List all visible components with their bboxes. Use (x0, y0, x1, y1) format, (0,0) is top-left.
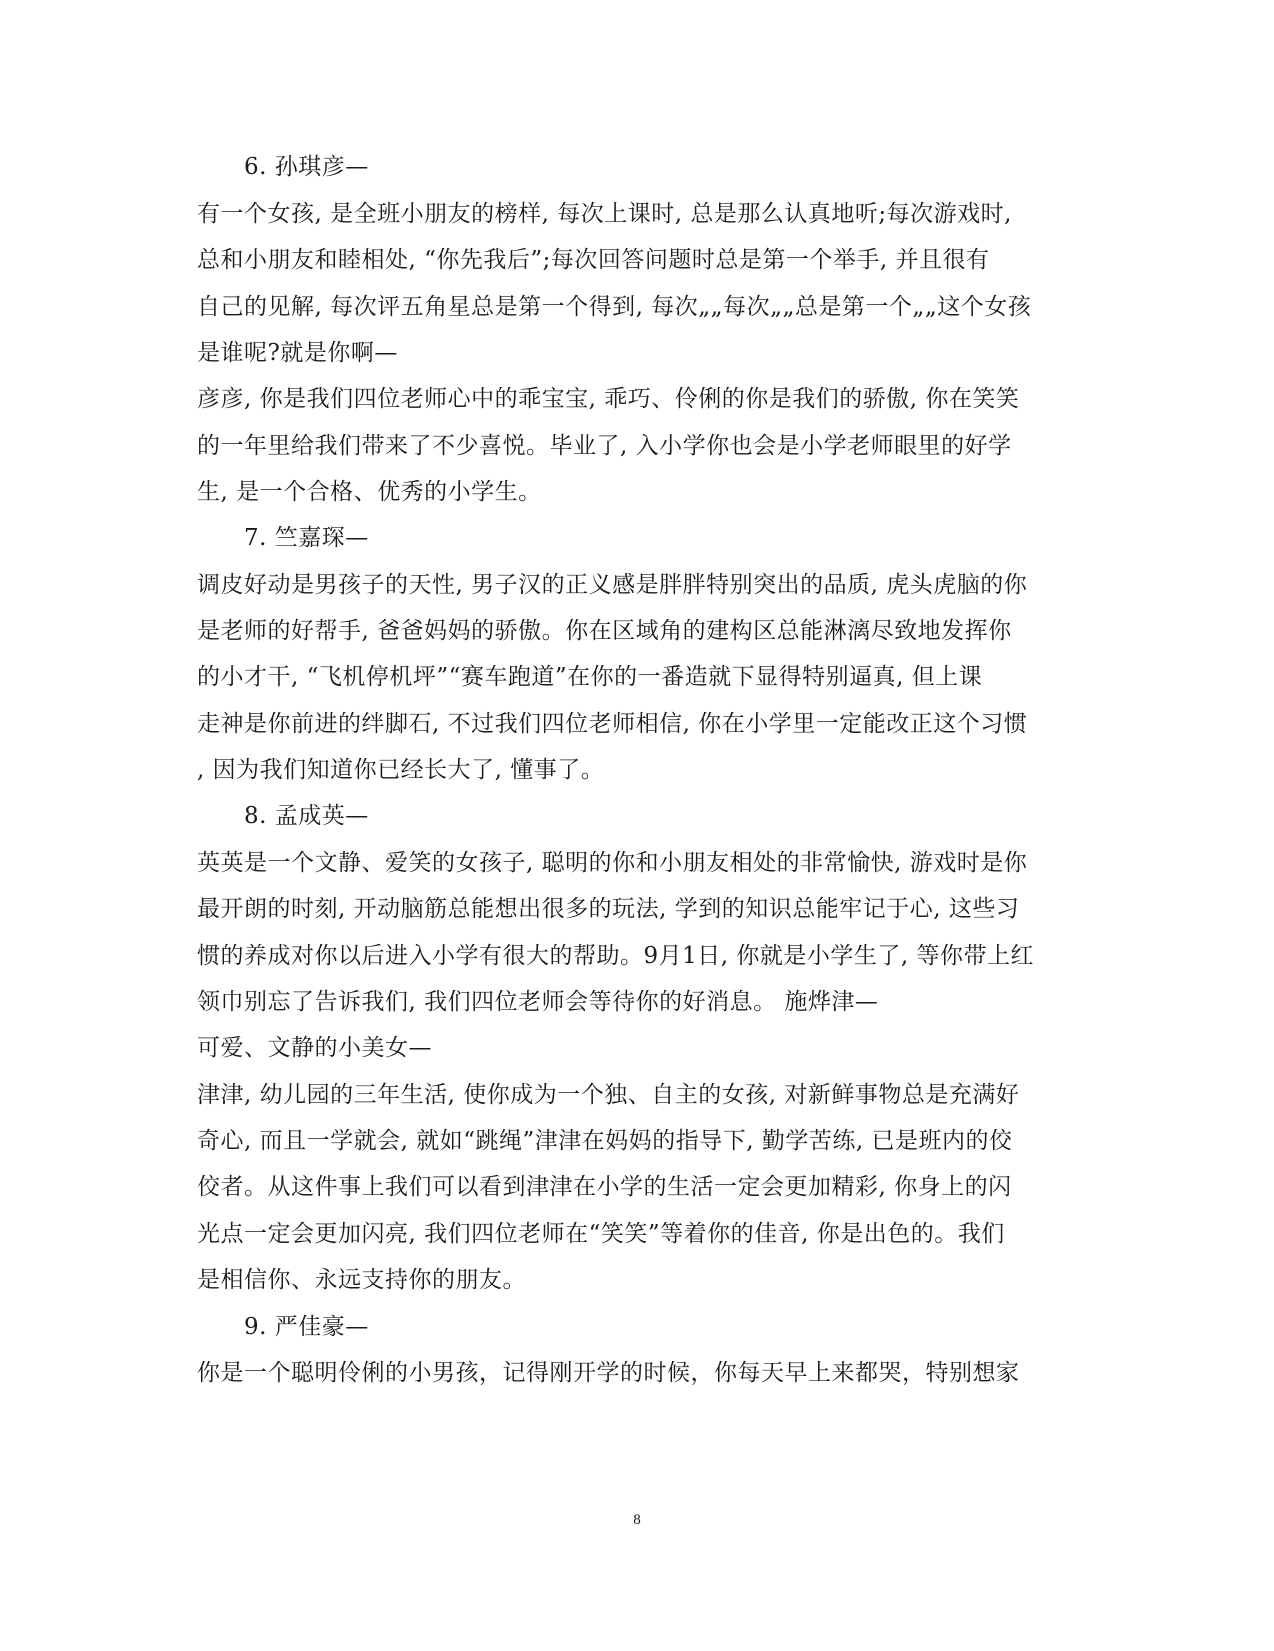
body-line: 津津, 幼儿园的三年生活, 使你成为一个独、自主的女孩, 对新鲜事物总是充满好 (197, 1082, 1020, 1108)
body-line: 的一年里给我们带来了不少喜悦。毕业了, 入小学你也会是小学老师眼里的好学 (197, 433, 1012, 459)
section-heading: 8. 孟成英— (244, 803, 369, 829)
body-line: 光点一定会更加闪亮, 我们四位老师在“笑笑”等着你的佳音, 你是出色的。我们 (197, 1221, 1005, 1247)
body-line: 是谁呢?就是你啊— (197, 340, 398, 366)
body-line: 领巾别忘了告诉我们, 我们四位老师会等待你的好消息。 施烨津— (197, 989, 879, 1015)
body-line: 是老师的好帮手, 爸爸妈妈的骄傲。你在区域角的建构区总能淋漓尽致地发挥你 (197, 618, 1012, 644)
body-line: 有一个女孩, 是全班小朋友的榜样, 每次上课时, 总是那么认真地听;每次游戏时, (197, 201, 1012, 227)
body-line: 调皮好动是男孩子的天性, 男子汉的正义感是胖胖特别突出的品质, 虎头虎脑的你 (197, 572, 1028, 598)
body-line: 英英是一个文静、爱笑的女孩子, 聪明的你和小朋友相处的非常愉快, 游戏时是你 (197, 850, 1028, 876)
body-line: 是相信你、永远支持你的朋友。 (197, 1267, 526, 1293)
body-line: 奇心, 而且一学就会, 就如“跳绳”津津在妈妈的指导下, 勤学苦练, 已是班内的佼 (197, 1128, 1013, 1154)
body-line: 你是一个聪明伶俐的小男孩，记得刚开学的时候，你每天早上来都哭，特别想家 (197, 1360, 1020, 1386)
body-line: , 因为我们知道你已经长大了, 懂事了。 (197, 757, 605, 783)
body-line: 自己的见解, 每次评五角星总是第一个得到, 每次„„每次„„总是第一个„„这个女孩 (197, 294, 1032, 320)
section-heading: 9. 严佳豪— (244, 1314, 369, 1340)
page-number: 8 (633, 1512, 641, 1528)
body-line: 最开朗的时刻, 开动脑筋总能想出很多的玩法, 学到的知识总能牢记于心, 这些习 (197, 896, 1020, 922)
body-line: 生, 是一个合格、优秀的小学生。 (197, 479, 542, 505)
body-line: 惯的养成对你以后进入小学有很大的帮助。9月1日, 你就是小学生了, 等你带上红 (197, 943, 1035, 969)
body-line: 彦彦, 你是我们四位老师心中的乖宝宝, 乖巧、伶俐的你是我们的骄傲, 你在笑笑 (197, 386, 1020, 412)
body-line: 总和小朋友和睦相处, “你先我后”;每次回答问题时总是第一个举手, 并且很有 (197, 247, 990, 273)
body-line: 走神是你前进的绊脚石, 不过我们四位老师相信, 你在小学里一定能改正这个习惯 (197, 711, 1028, 737)
section-heading: 7. 竺嘉琛— (244, 525, 369, 551)
body-line: 佼者。从这件事上我们可以看到津津在小学的生活一定会更加精彩, 你身上的闪 (197, 1174, 1012, 1200)
section-heading: 6. 孙琪彦— (244, 154, 369, 180)
body-line: 的小才干, “飞机停机坪”“赛车跑道”在你的一番造就下显得特别逼真, 但上课 (197, 664, 983, 690)
body-line: 可爱、文静的小美女— (197, 1035, 432, 1061)
